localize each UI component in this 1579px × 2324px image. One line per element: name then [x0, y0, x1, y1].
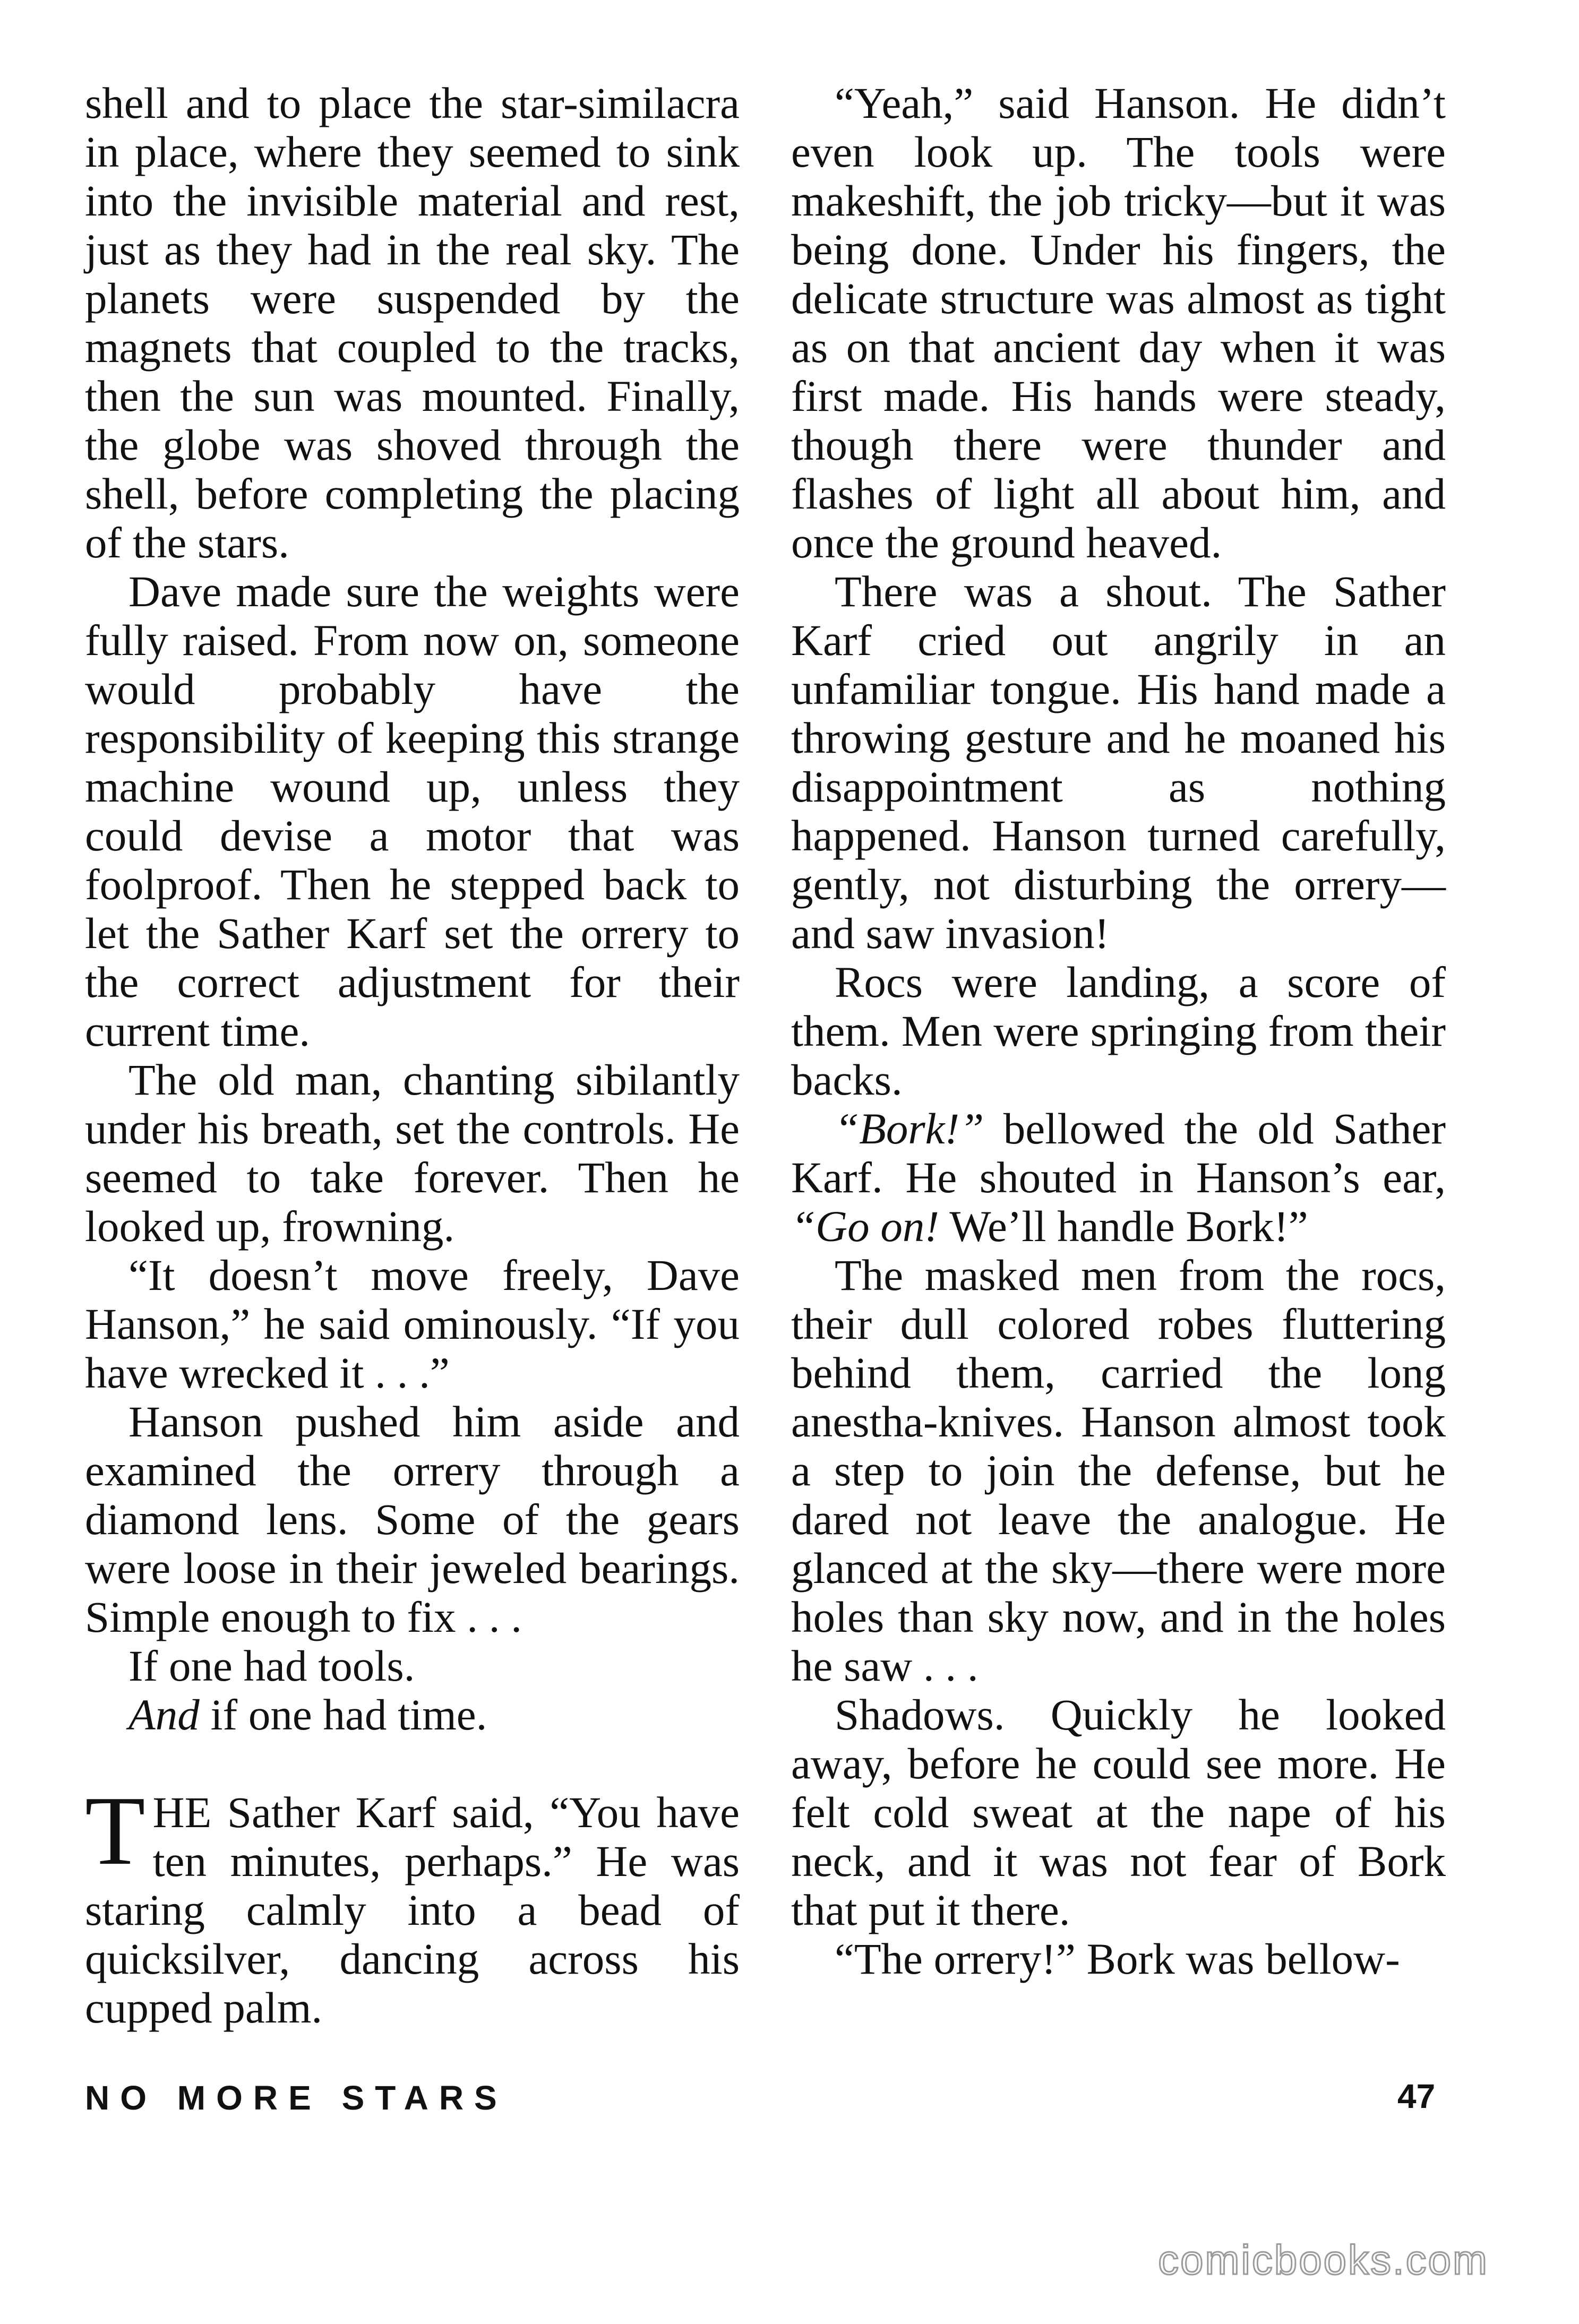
- paragraph: There was a shout. The Sather Karf cried out angrily in an unfamiliar tongue. His hand made a throwing gesture and he moaned his disappointment as nothing happened. Hanson turned carefully, gently, not disturbing the orrery—and saw invasion!: [791, 567, 1446, 958]
- left-text-column: [85, 79, 740, 2032]
- paragraph: [85, 1690, 740, 1739]
- paragraph-text: bellowed the old Sather Karf. He shouted in Hanson’s ear,: [791, 1104, 1446, 1202]
- paragraph-text: if one had time.: [199, 1690, 487, 1739]
- paragraph: Dave made sure the weights were fully raised. From now on, someone would probably have the responsibility of keeping this strange machine wound up, unless they could devise a motor that was foolproof. Then he stepped back to let the Sather Karf set the orrery to the correct adjustment for their current time.: [85, 567, 740, 1055]
- paragraph: “The orrery!” Bork was bellow-: [835, 1934, 1400, 1983]
- italic-text: “Go on!: [791, 1202, 939, 1251]
- paragraph: “It doesn’t move freely, Dave Hanson,” he said ominously. “If you have wrecked it . . .”: [85, 1251, 740, 1397]
- paragraph-text: HE Sather Karf said, “You have ten minutes, perhaps.” He was staring calmly into a bead of quicksilver, dancing across his cupped palm.: [85, 1788, 740, 2032]
- paragraph: The old man, chanting sibilantly under his breath, set the controls. He seemed to take forever. Then he looked up, frowning.: [85, 1055, 740, 1251]
- paragraph: If one had tools.: [128, 1641, 415, 1690]
- page-number: 47: [1397, 2077, 1436, 2115]
- paragraph: The masked men from the rocs, their dull colored robes fluttering behind them, carried the long anestha-knives. Hanson almost took a step to join the defense, but he dared not leave the analogue. He glanced at the sky—there were more holes than sky now, and in the holes he saw . . .: [791, 1251, 1446, 1690]
- paragraph: [791, 1104, 1446, 1251]
- watermark-logo: comicbooks.com: [1158, 2236, 1489, 2283]
- paragraph: Shadows. Quickly he looked away, before he could see more. He felt cold sweat at the nape of his neck, and it was not fear of Bork that put it there.: [791, 1690, 1446, 1934]
- running-footer-title: NO MORE STARS: [85, 2079, 508, 2117]
- section-opening-paragraph: [85, 1776, 740, 2032]
- drop-cap: T: [85, 1776, 145, 1886]
- paragraph: Rocs were landing, a score of them. Men were springing from their backs.: [791, 958, 1446, 1104]
- paragraph-text: We’ll handle Bork!”: [939, 1202, 1308, 1251]
- italic-text: And: [128, 1690, 200, 1739]
- italic-text: “Bork!”: [835, 1104, 984, 1153]
- paragraph: Hanson pushed him aside and examined the orrery through a diamond lens. Some of the gears were loose in their jeweled bearings. Simple enough to fix . . .: [85, 1397, 740, 1641]
- right-text-column: [791, 79, 1446, 1983]
- paragraph: shell and to place the star-similacra in place, where they seemed to sink into the invisible material and rest, just as they had in the real sky. The planets were suspended by the magnets that coupled to the tracks, then the sun was mounted. Finally, the globe was shoved through the shell, before completing the placing of the stars.: [85, 79, 740, 567]
- paragraph: “Yeah,” said Hanson. He didn’t even look up. The tools were makeshift, the job tricky—but it was being done. Under his fingers, the delicate structure was almost as tight as on that ancient day when it was first made. His hands were steady, though there were thunder and flashes of light all about him, and once the ground heaved.: [791, 79, 1446, 567]
